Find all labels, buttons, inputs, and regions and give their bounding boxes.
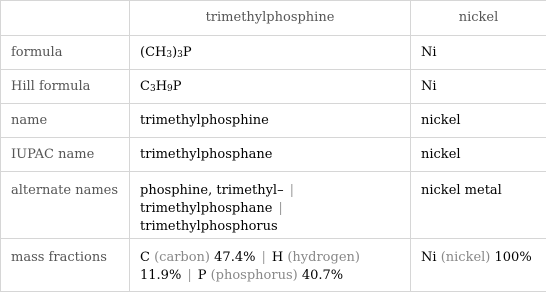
hill-formula-trimethylphosphine: $C_3H_9P$ bbox=[130, 70, 411, 104]
column-header-trimethylphosphine: trimethylphosphine bbox=[130, 1, 411, 36]
corner-cell bbox=[1, 1, 130, 36]
row-label: mass fractions bbox=[1, 239, 130, 292]
row-label: IUPAC name bbox=[1, 138, 130, 172]
row-label: alternate names bbox=[1, 172, 130, 239]
name-trimethylphosphine: trimethylphosphine bbox=[130, 104, 411, 138]
row-label: Hill formula bbox=[1, 70, 130, 104]
table-row-name bbox=[1, 104, 546, 138]
table-row-hill-formula bbox=[1, 70, 546, 104]
row-label: formula bbox=[1, 36, 130, 70]
name-nickel: nickel bbox=[411, 104, 546, 138]
mass-fractions-trimethylphosphine: C (carbon) 47.4% | H (hydrogen) 11.9% | P (phosphorus) 40.7% bbox=[130, 239, 411, 292]
iupac-name-nickel: nickel bbox=[411, 138, 546, 172]
table-row-alternate-names bbox=[1, 172, 546, 239]
header-row bbox=[1, 1, 546, 36]
formula-nickel: Ni bbox=[411, 36, 546, 70]
table-row-formula bbox=[1, 36, 546, 70]
formula-trimethylphosphine: $(CH_3)_3P$ bbox=[130, 36, 411, 70]
table-row-mass-fractions bbox=[1, 239, 546, 292]
hill-formula-nickel: Ni bbox=[411, 70, 546, 104]
row-label: name bbox=[1, 104, 130, 138]
column-header-nickel: nickel bbox=[411, 1, 546, 36]
iupac-name-trimethylphosphine: trimethylphosphane bbox=[130, 138, 411, 172]
alternate-names-trimethylphosphine: phosphine, trimethyl– | trimethylphosphane | trimethylphosphorus bbox=[130, 172, 411, 239]
table-row-iupac-name bbox=[1, 138, 546, 172]
mass-fractions-nickel: Ni (nickel) 100% bbox=[411, 239, 546, 292]
alternate-names-nickel: nickel metal bbox=[411, 172, 546, 239]
